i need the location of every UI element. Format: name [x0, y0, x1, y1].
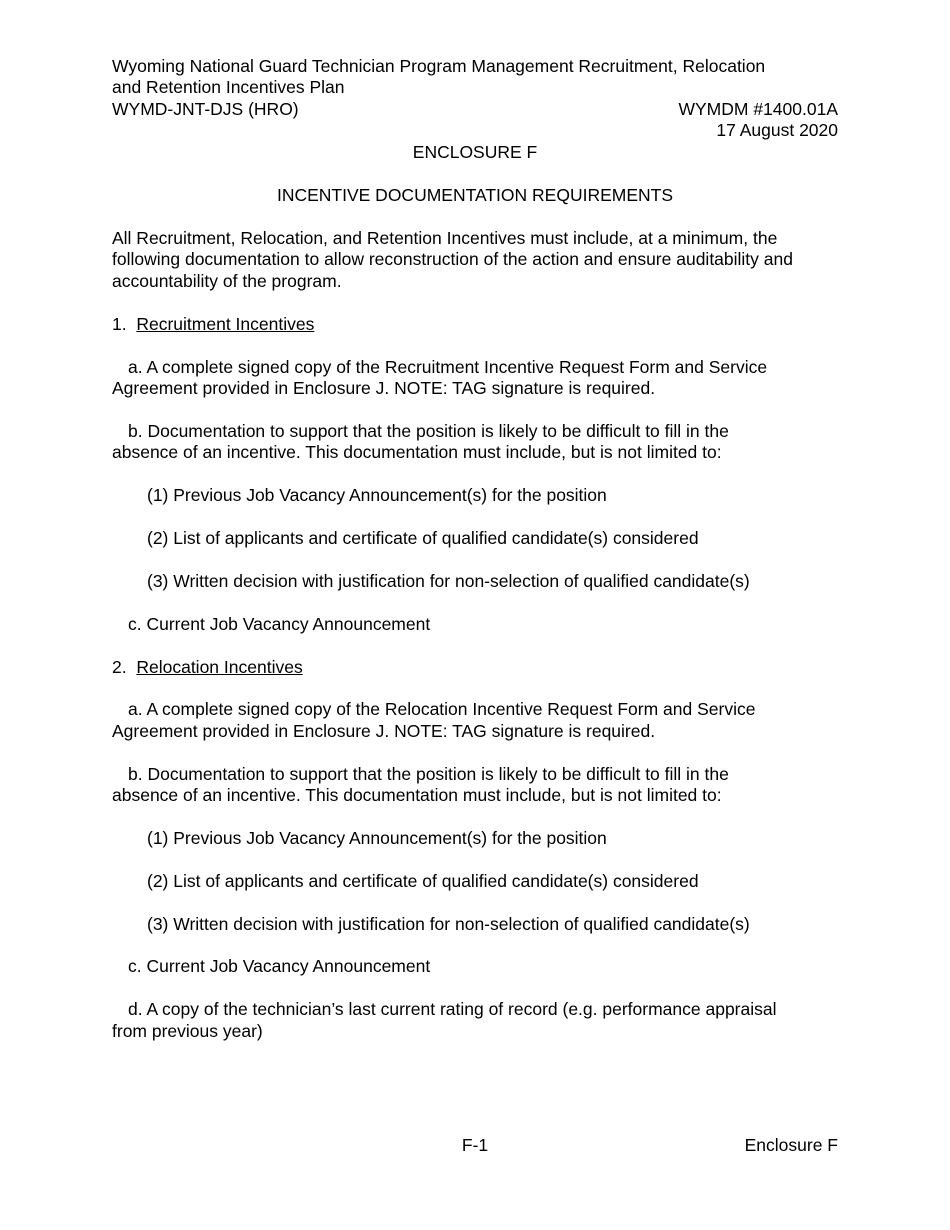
relocation-b2: (2) List of applicants and certificate of qualified candidate(s) considered	[147, 871, 699, 891]
intro-line1: All Recruitment, Relocation, and Retention Incentives must include, at a minimum, the	[112, 228, 778, 248]
recruitment-b-line2: absence of an incentive. This documentation must include, but is not limited to:	[112, 442, 722, 462]
relocation-d-line1: d. A copy of the technician’s last current rating of record (e.g. performance appraisal	[128, 999, 777, 1019]
relocation-c: c. Current Job Vacancy Announcement	[128, 956, 431, 976]
relocation-heading	[112, 657, 303, 679]
header-title-line2: and Retention Incentives Plan	[112, 77, 345, 97]
recruitment-heading	[112, 314, 314, 336]
recruitment-b1: (1) Previous Job Vacancy Announcement(s) for the position	[147, 485, 607, 505]
recruitment-a-line1: a. A complete signed copy of the Recruitment Incentive Request Form and Service	[128, 357, 768, 377]
recruitment-number: 1.	[112, 314, 127, 334]
footer-enclosure: Enclosure F	[744, 1135, 838, 1155]
relocation-b-line1: b. Documentation to support that the position is likely to be difficult to fill in the	[128, 764, 729, 784]
relocation-number: 2.	[112, 657, 127, 677]
header-title-line1: Wyoming National Guard Technician Program Management Recruitment, Relocation	[112, 56, 766, 76]
relocation-a-line1: a. A complete signed copy of the Relocation Incentive Request Form and Service	[128, 699, 756, 719]
relocation-heading-text: Relocation Incentives	[136, 657, 303, 677]
document-date: 17 August 2020	[716, 120, 838, 140]
document-number: WYMDM #1400.01A	[678, 99, 838, 119]
enclosure-label: ENCLOSURE F	[412, 142, 538, 162]
recruitment-c: c. Current Job Vacancy Announcement	[128, 614, 431, 634]
intro-line3: accountability of the program.	[112, 271, 342, 291]
recruitment-b3: (3) Written decision with justification for non-selection of qualified candidate(s)	[147, 571, 750, 591]
section-title: INCENTIVE DOCUMENTATION REQUIREMENTS	[276, 185, 674, 205]
relocation-a-line2: Agreement provided in Enclosure J. NOTE: TAG signature is required.	[112, 721, 656, 741]
relocation-b3: (3) Written decision with justification for non-selection of qualified candidate(s)	[147, 914, 750, 934]
intro-line2: following documentation to allow reconstruction of the action and ensure auditability and	[112, 249, 793, 269]
recruitment-b-line1: b. Documentation to support that the position is likely to be difficult to fill in the	[128, 421, 729, 441]
recruitment-heading-text: Recruitment Incentives	[136, 314, 315, 334]
relocation-d-line2: from previous year)	[112, 1021, 263, 1041]
relocation-b1: (1) Previous Job Vacancy Announcement(s) for the position	[147, 828, 607, 848]
relocation-b-line2: absence of an incentive. This documentation must include, but is not limited to:	[112, 785, 722, 805]
recruitment-a-line2: Agreement provided in Enclosure J. NOTE: TAG signature is required.	[112, 378, 656, 398]
footer-page-number: F-1	[461, 1135, 489, 1155]
recruitment-b2: (2) List of applicants and certificate of qualified candidate(s) considered	[147, 528, 699, 548]
office-symbol: WYMD-JNT-DJS (HRO)	[112, 99, 299, 119]
